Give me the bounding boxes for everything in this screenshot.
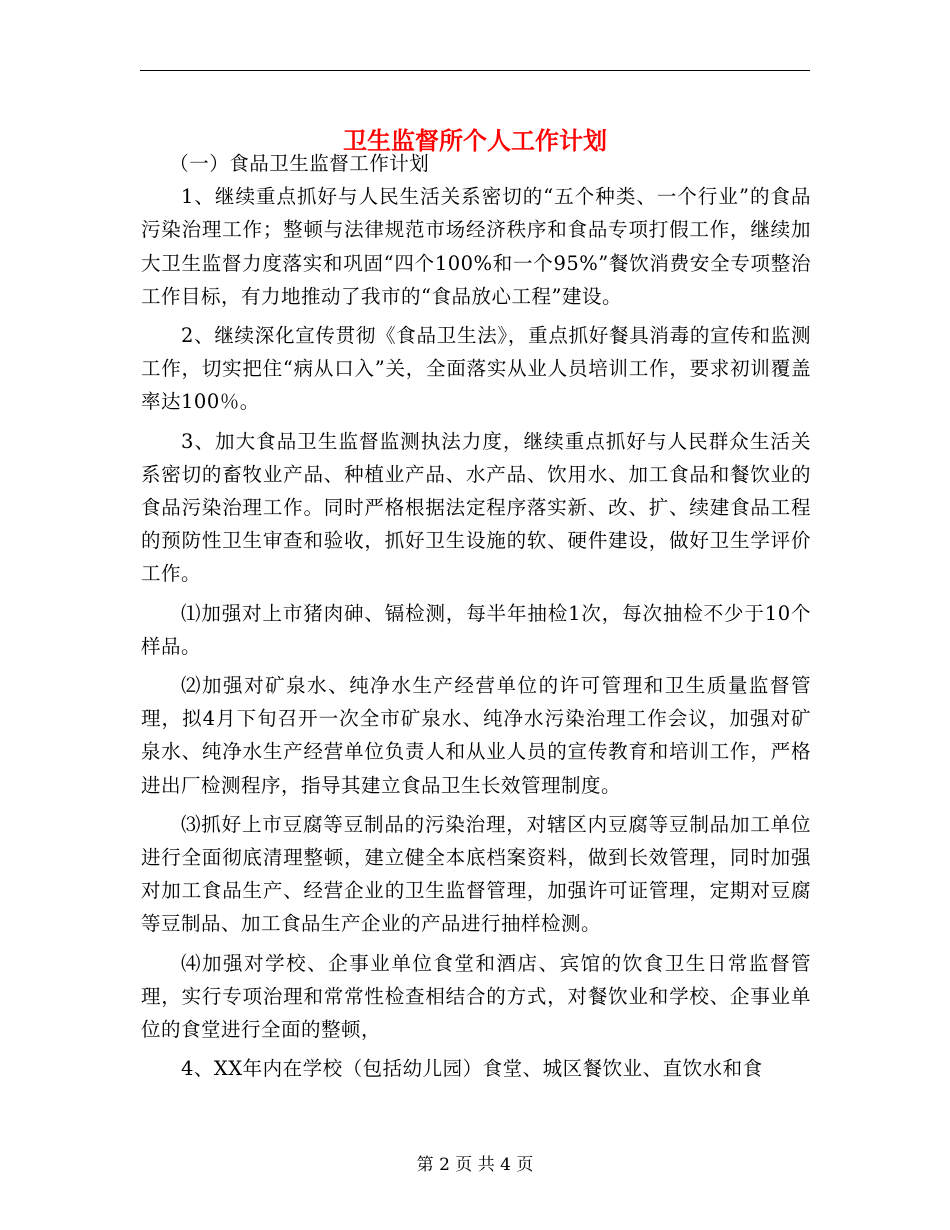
paragraph-item-1: 1、继续重点抓好与人民生活关系密切的“五个种类、一个行业”的食品污染治理工作；整顿与法律规范市场经济秩序和食品专项打假工作，继续加大卫生监督力度落实和巩固“四个100%和一个95%”餐饮消费安全专项整治工作目标，有力地推动了我市的“食品放心工程”建设。 <box>141 185 811 308</box>
paragraph-item-2: 2、继续深化宣传贯彻《食品卫生法》，重点抓好餐具消毒的宣传和监测工作，切实把住“病从口入”关，全面落实从业人员培训工作，要求初训覆盖率达100％。 <box>141 324 811 414</box>
paragraph-subitem-4: ⑷加强对学校、企事业单位食堂和酒店、宾馆的饮食卫生日常监督管理，实行专项治理和常常性检查相结合的方式，对餐饮业和学校、企事业单位的食堂进行全面的整顿， <box>141 951 811 1042</box>
paragraph-subitem-1: ⑴加强对上市猪肉砷、镉检测，每半年抽检1次，每次抽检不少于10个样品。 <box>141 601 811 658</box>
document-body <box>141 147 811 1085</box>
section-heading: （一）食品卫生监督工作计划 <box>169 152 430 175</box>
paragraph-subitem-3: ⑶抓好上市豆腐等豆制品的污染治理，对辖区内豆腐等豆制品加工单位进行全面彻底清理整顿，建立健全本底档案资料，做到长效管理，同时加强对加工食品生产、经营企业的卫生监督管理，加强许可证管理，定期对豆腐等豆制品、加工食品生产企业的产品进行抽样检测。 <box>141 812 811 936</box>
document-title: 卫生监督所个人工作计划 <box>343 126 607 156</box>
paragraph-item-4: 4、XX年内在学校（包括幼儿园）食堂、城区餐饮业、直饮水和食 <box>180 1057 763 1081</box>
header-rule <box>140 70 810 71</box>
page-number-footer: 第 2 页 共 4 页 <box>416 1155 534 1175</box>
paragraph-item-3: 3、加大食品卫生监督监测执法力度，继续重点抓好与人民群众生活关系密切的畜牧业产品、种植业产品、水产品、饮用水、加工食品和餐饮业的食品污染治理工作。同时严格根据法定程序落实新、改、扩、续建食品工程的预防性卫生审查和验收，抓好卫生设施的软、硬件建设，做好卫生学评价工作。 <box>141 429 811 586</box>
paragraph-subitem-2: ⑵加强对矿泉水、纯净水生产经营单位的许可管理和卫生质量监督管理，拟4月下旬召开一次全市矿泉水、纯净水污染治理工作会议，加强对矿泉水、纯净水生产经营单位负责人和从业人员的宣传教育和培训工作，严格进出厂检测程序，指导其建立食品卫生长效管理制度。 <box>141 674 811 797</box>
